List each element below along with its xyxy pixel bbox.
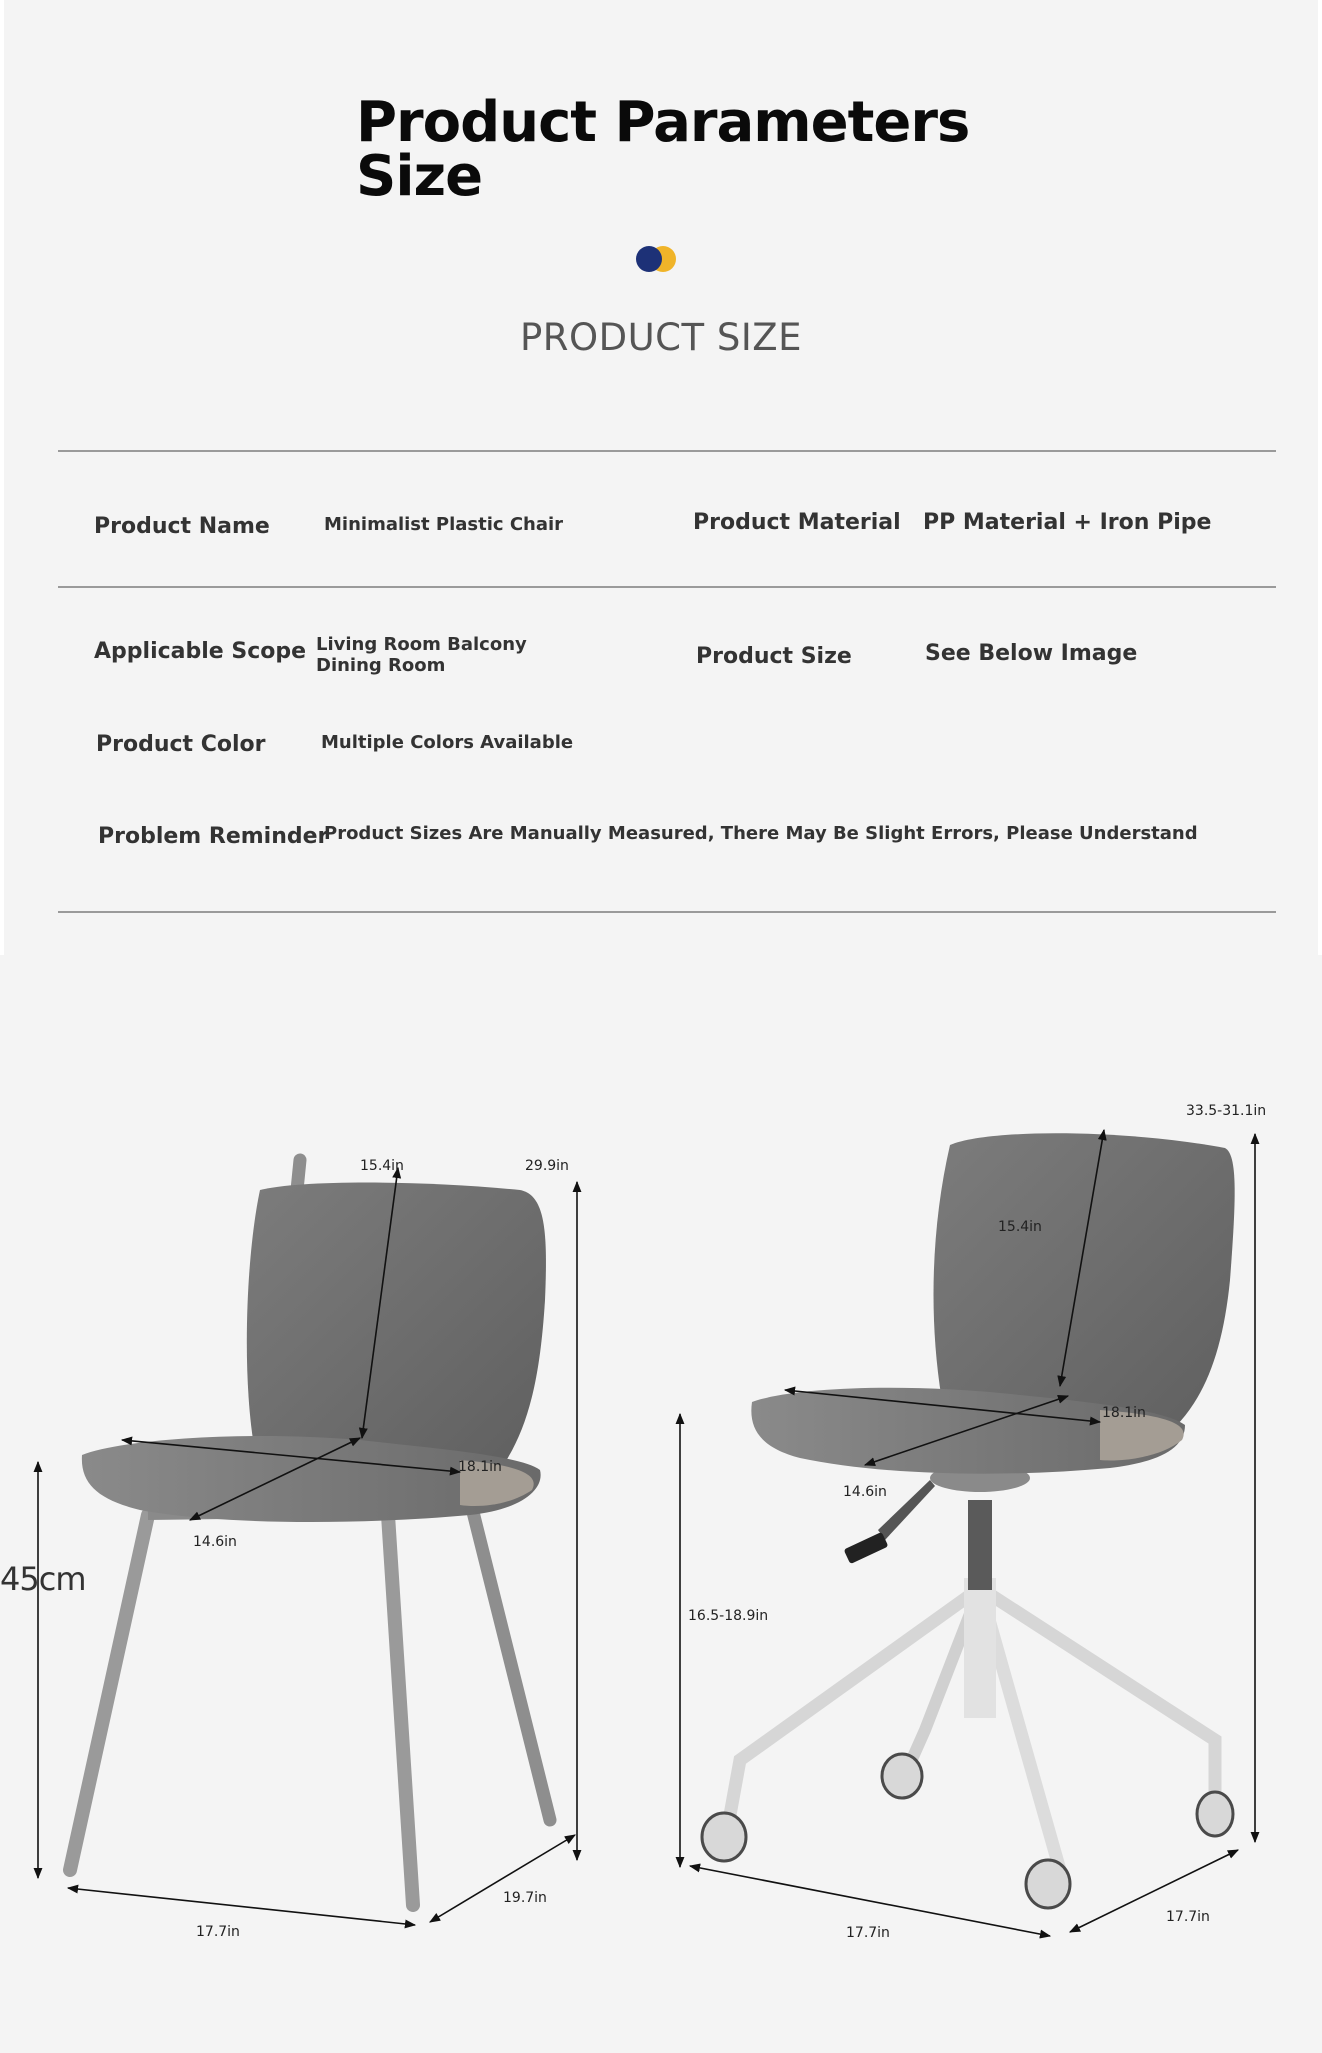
problem-reminder-value: Product Sizes Are Manually Measured, There May Be Slight Errors, Please Understand bbox=[324, 823, 1198, 844]
section-title: PRODUCT SIZE bbox=[519, 316, 803, 359]
product-size-label: Product Size bbox=[696, 644, 852, 669]
scope-line-1: Living Room Balcony bbox=[316, 634, 527, 655]
title-line-1: Product Parameters bbox=[356, 90, 970, 155]
right-chair-casters bbox=[702, 1754, 1233, 1908]
right-base-depth-label: 17.7in bbox=[1166, 1909, 1210, 1925]
right-chair-column bbox=[964, 1578, 996, 1718]
divider-middle bbox=[58, 586, 1276, 588]
left-chair-backrest bbox=[247, 1183, 546, 1476]
product-material-label: Product Material bbox=[693, 510, 901, 535]
left-chair-front-leg-right bbox=[388, 1515, 413, 1905]
left-chair bbox=[0, 1158, 577, 1940]
left-base-depth-label: 19.7in bbox=[503, 1890, 547, 1906]
title-line-2: Size bbox=[356, 144, 483, 209]
product-size-value: See Below Image bbox=[925, 641, 1138, 666]
left-seat-width-label: 18.1in bbox=[458, 1459, 502, 1475]
chairs-diagram bbox=[0, 955, 1322, 2048]
blue-dot-icon bbox=[636, 246, 662, 272]
left-chair-back-leg-right bbox=[470, 1500, 550, 1820]
right-seat-depth-label: 14.6in bbox=[843, 1484, 887, 1500]
decorative-dots bbox=[636, 246, 684, 274]
product-name-value: Minimalist Plastic Chair bbox=[324, 514, 564, 535]
divider-bottom bbox=[58, 911, 1276, 913]
product-name-label: Product Name bbox=[94, 514, 270, 539]
left-edge bbox=[0, 0, 4, 955]
dimension-illustration bbox=[0, 955, 1322, 2048]
scope-line-2: Dining Room bbox=[316, 655, 446, 676]
right-edge bbox=[1318, 0, 1322, 955]
product-material-value: PP Material + Iron Pipe bbox=[923, 510, 1212, 535]
product-color-value: Multiple Colors Available bbox=[321, 732, 574, 753]
problem-reminder-label: Problem Reminder bbox=[98, 824, 329, 849]
parameters-panel bbox=[0, 0, 1322, 955]
right-base-width-label: 17.7in bbox=[846, 1925, 890, 1941]
right-chair-gas-lift bbox=[968, 1500, 992, 1590]
left-seat-depth-label: 14.6in bbox=[193, 1534, 237, 1550]
left-total-height-label: 29.9in bbox=[525, 1158, 569, 1174]
applicable-scope-label: Applicable Scope bbox=[94, 639, 307, 664]
right-chair bbox=[680, 1103, 1266, 1941]
right-back-height-label: 15.4in bbox=[998, 1219, 1042, 1235]
left-back-height-label: 15.4in bbox=[360, 1158, 404, 1174]
left-base-width-label: 17.7in bbox=[196, 1924, 240, 1940]
right-seat-width-label: 18.1in bbox=[1102, 1405, 1146, 1421]
left-seat-height-label: 45cm bbox=[0, 1560, 86, 1598]
applicable-scope-value bbox=[316, 634, 527, 676]
right-chair-lever bbox=[844, 1532, 889, 1564]
right-seat-height-label: 16.5-18.9in bbox=[688, 1608, 769, 1624]
page-title bbox=[356, 90, 970, 209]
product-color-label: Product Color bbox=[96, 732, 266, 757]
divider-top bbox=[58, 450, 1276, 452]
right-total-height-label: 33.5-31.1in bbox=[1186, 1103, 1267, 1119]
